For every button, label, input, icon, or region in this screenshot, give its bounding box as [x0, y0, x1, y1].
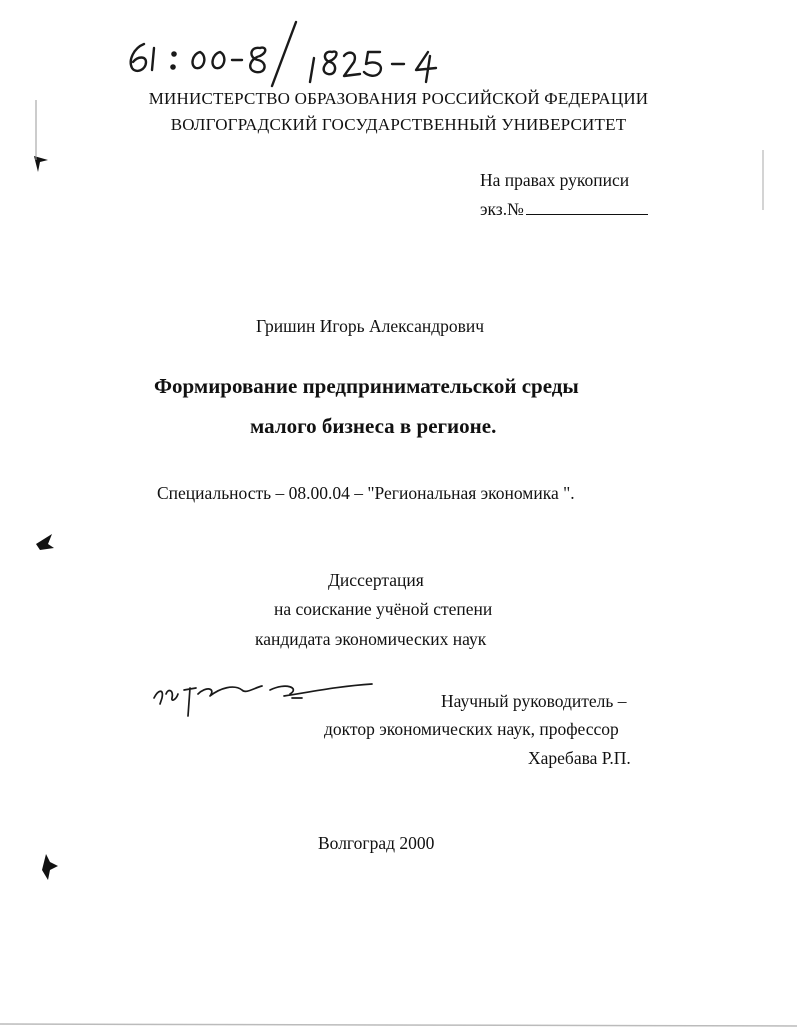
scan-bottom-edge — [0, 1012, 797, 1028]
advisor-name: Харебава Р.П. — [528, 748, 631, 768]
manuscript-rights: На правах рукописи — [480, 170, 630, 190]
scan-line — [33, 100, 39, 160]
specialty: Специальность – 08.00.04 – "Региональная экономика ". — [157, 483, 575, 503]
ministry-heading: МИНИСТЕРСТВО ОБРАЗОВАНИЯ РОССИЙСКОЙ ФЕДЕРАЦИИ — [148, 89, 649, 108]
degree-line-2: на соискание учёной степени — [274, 599, 493, 619]
handwritten-archive-code — [118, 12, 458, 92]
copy-number-label: экз.№ — [480, 199, 524, 219]
copy-number — [480, 199, 648, 220]
author-name: Гришин Игорь Александрович — [256, 316, 485, 336]
advisor-credentials: доктор экономических наук, профессор — [324, 719, 619, 739]
scan-line — [760, 150, 766, 210]
degree-line-1: Диссертация — [328, 570, 424, 590]
copy-number-blank — [526, 214, 648, 215]
thesis-title-line-2: малого бизнеса в регионе. — [250, 414, 497, 438]
scan-mark — [38, 852, 62, 882]
signature — [150, 664, 390, 724]
scan-mark — [34, 530, 56, 554]
university-heading: ВОЛГОГРАДСКИЙ ГОСУДАРСТВЕННЫЙ УНИВЕРСИТЕТ — [170, 115, 627, 134]
advisor-role: Научный руководитель – — [441, 691, 627, 711]
city-year: Волгоград 2000 — [318, 833, 435, 853]
thesis-title-line-1: Формирование предпринимательской среды — [154, 374, 579, 398]
degree-line-3: кандидата экономических наук — [255, 629, 487, 649]
